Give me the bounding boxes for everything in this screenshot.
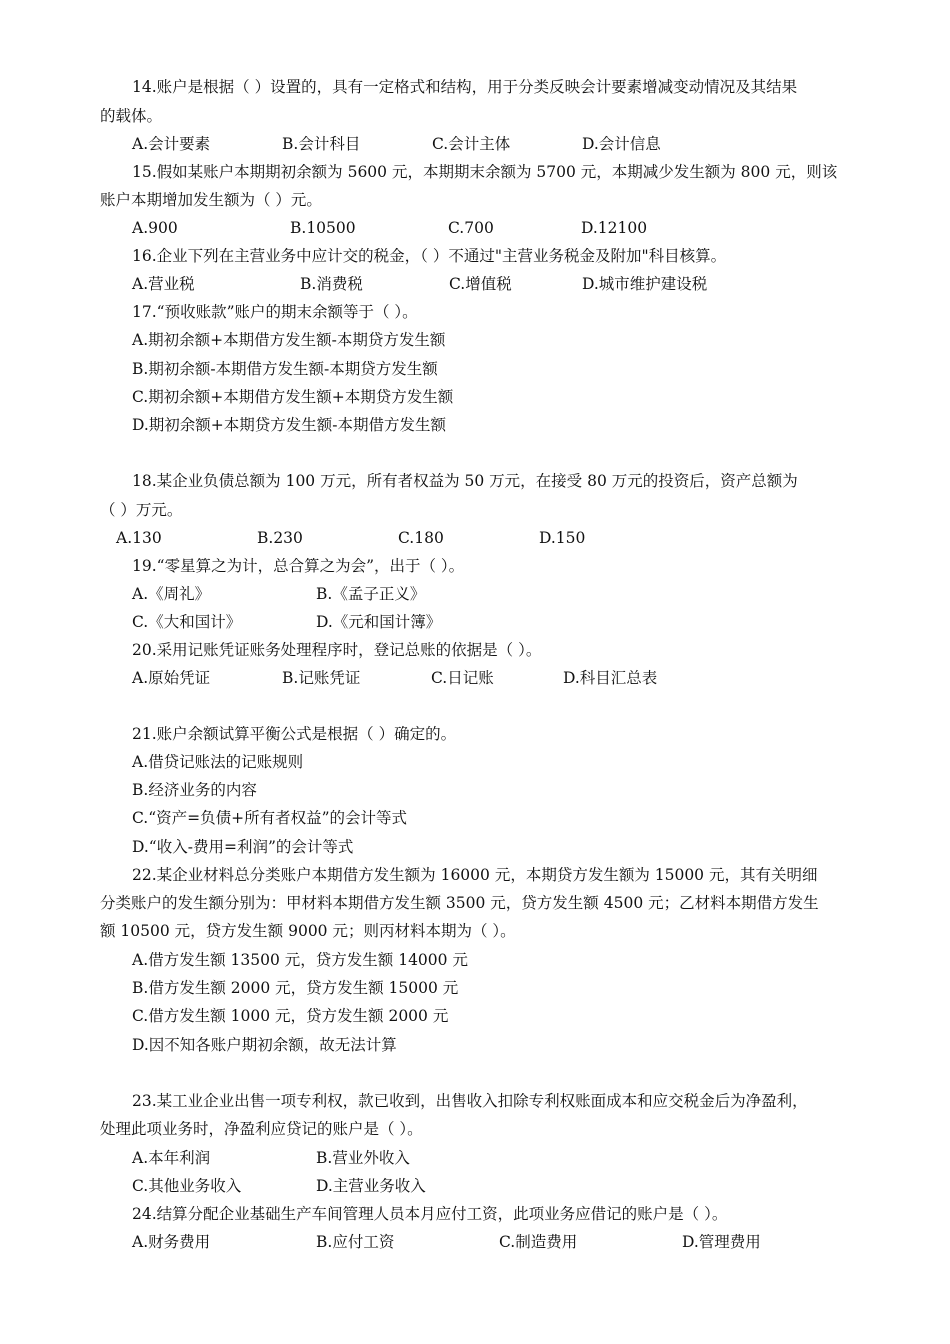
option-c: C.会计主体 — [432, 135, 511, 153]
question-21-option-a: A.借贷记账法的记账规则 — [132, 753, 304, 771]
question-21-option-b: B.经济业务的内容 — [132, 781, 257, 799]
option-c: C.制造费用 — [499, 1233, 578, 1251]
question-17-option-d: D.期初余额+本期贷方发生额-本期借方发生额 — [132, 416, 447, 434]
option-d: D.150 — [539, 529, 586, 547]
question-22-stem-line-1: 22.某企业材料总分类账户本期借方发生额为 16000 元，本期贷方发生额为 15000 元，其有关明细 — [132, 866, 818, 884]
option-d: D.会计信息 — [582, 135, 661, 153]
question-23-stem-line-1: 23.某工业企业出售一项专利权，款已收到，出售收入扣除专利权账面成本和应交税金后为净盈利， — [132, 1092, 808, 1110]
option-b: B.10500 — [290, 219, 356, 237]
option-a: A.营业税 — [132, 275, 195, 293]
option-d: D.城市维护建设税 — [582, 275, 708, 293]
option-c: C.其他业务收入 — [132, 1177, 242, 1195]
option-a: A.会计要素 — [132, 135, 211, 153]
question-23-stem-line-2: 处理此项业务时，净盈利应贷记的账户是（ ）。 — [100, 1120, 423, 1138]
question-18-stem-line-1: 18.某企业负债总额为 100 万元，所有者权益为 50 万元，在接受 80 万元的投资后，资产总额为 — [132, 472, 798, 490]
question-17-option-a: A.期初余额+本期借方发生额-本期贷方发生额 — [132, 331, 446, 349]
option-a: A.原始凭证 — [132, 669, 211, 687]
question-14-stem-line-2: 的载体。 — [100, 107, 163, 125]
option-a: A.本年利润 — [132, 1149, 211, 1167]
option-d: D.主营业务收入 — [316, 1177, 426, 1195]
option-b: B.应付工资 — [316, 1233, 395, 1251]
question-22-stem-line-2: 分类账户的发生额分别为：甲材料本期借方发生额 3500 元，贷方发生额 4500 元；乙材料本期借方发生 — [100, 894, 819, 912]
option-d: D.《元和国计簿》 — [316, 613, 442, 631]
question-22-stem-line-3: 额 10500 元，贷方发生额 9000 元；则丙材料本期为（ ）。 — [100, 922, 516, 940]
option-b: B.会计科目 — [282, 135, 361, 153]
question-16-options — [132, 274, 707, 294]
question-20-options — [132, 668, 657, 688]
question-19-options-row-1 — [132, 584, 425, 604]
question-21-option-c: C.“资产=负债+所有者权益”的会计等式 — [132, 809, 408, 827]
option-a: A.财务费用 — [132, 1233, 211, 1251]
option-b: B.消费税 — [300, 275, 363, 293]
question-17-stem-line-1: 17.“预收账款”账户的期末余额等于（ ）。 — [132, 303, 418, 321]
question-22-option-c: C.借方发生额 1000 元，贷方发生额 2000 元 — [132, 1007, 449, 1025]
option-b: B.记账凭证 — [282, 669, 361, 687]
option-c: C.180 — [398, 529, 444, 547]
option-c: C.增值税 — [449, 275, 512, 293]
option-b: B.营业外收入 — [316, 1149, 410, 1167]
option-c: C.《大和国计》 — [132, 613, 242, 631]
question-24-options — [132, 1232, 761, 1252]
question-15-stem-line-1: 15.假如某账户本期期初余额为 5600 元，本期期末余额为 5700 元，本期减少发生额为 800 元，则该 — [132, 163, 838, 181]
option-d: D.管理费用 — [682, 1233, 761, 1251]
question-18-options — [116, 528, 585, 548]
option-a: A.130 — [116, 529, 162, 547]
question-22-option-d: D.因不知各账户期初余额，故无法计算 — [132, 1036, 397, 1054]
question-23-options-row-2 — [132, 1176, 426, 1196]
option-a: A.900 — [132, 219, 178, 237]
question-18-stem-line-2: （ ）万元。 — [100, 501, 183, 519]
question-21-option-d: D.“收入-费用=利润”的会计等式 — [132, 838, 354, 856]
option-b: B.230 — [257, 529, 303, 547]
option-b: B.《孟子正义》 — [316, 585, 426, 603]
question-17-option-c: C.期初余额+本期借方发生额+本期贷方发生额 — [132, 388, 454, 406]
question-23-options-row-1 — [132, 1148, 410, 1168]
question-21-stem-line-1: 21.账户余额试算平衡公式是根据（ ）确定的。 — [132, 725, 457, 743]
question-19-options-row-2 — [132, 612, 441, 632]
option-c: C.日记账 — [431, 669, 494, 687]
question-20-stem-line-1: 20.采用记账凭证账务处理程序时，登记总账的依据是（ ）。 — [132, 641, 542, 659]
question-19-stem-line-1: 19.“零星算之为计，总合算之为会”，出于（ ）。 — [132, 557, 465, 575]
question-15-options — [132, 218, 647, 238]
option-d: D.科目汇总表 — [563, 669, 658, 687]
question-16-stem-line-1: 16.企业下列在主营业务中应计交的税金，（ ）不通过"主营业务税金及附加"科目核算。 — [132, 247, 727, 265]
question-15-stem-line-2: 账户本期增加发生额为（ ）元。 — [100, 191, 322, 209]
question-24-stem-line-1: 24.结算分配企业基础生产车间管理人员本月应付工资，此项业务应借记的账户是（ ）。 — [132, 1205, 728, 1223]
question-17-option-b: B.期初余额-本期借方发生额-本期贷方发生额 — [132, 360, 438, 378]
question-22-option-b: B.借方发生额 2000 元，贷方发生额 15000 元 — [132, 979, 459, 997]
question-14-stem-line-1: 14.账户是根据（ ）设置的，具有一定格式和结构，用于分类反映会计要素增减变动情况及其结果 — [132, 78, 798, 96]
question-22-option-a: A.借方发生额 13500 元，贷方发生额 14000 元 — [132, 951, 468, 969]
question-14-options — [132, 134, 661, 154]
option-d: D.12100 — [581, 219, 648, 237]
option-a: A.《周礼》 — [132, 585, 211, 603]
option-c: C.700 — [448, 219, 494, 237]
